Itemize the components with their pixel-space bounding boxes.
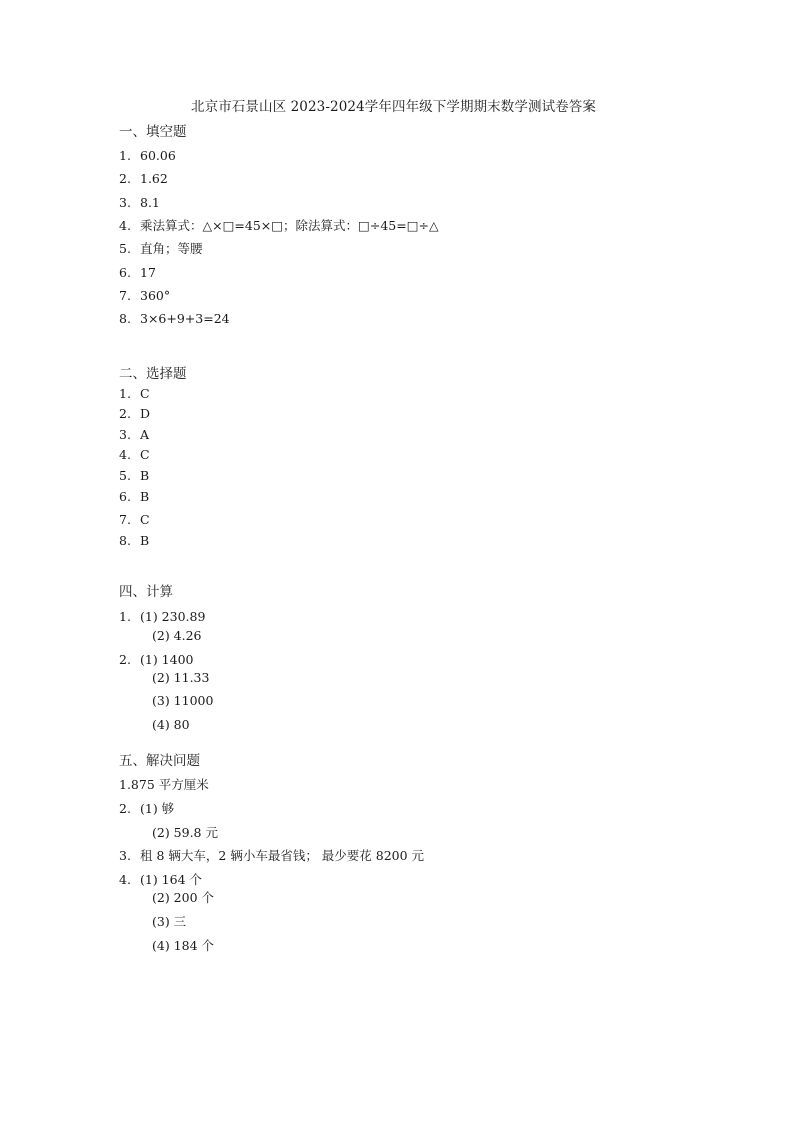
answer-line (119, 288, 170, 304)
answer-number: 6. (119, 265, 131, 280)
answer-number: 1. (119, 148, 131, 163)
answer-text: C (140, 386, 150, 401)
answer-subline: (2) 200 个 (152, 890, 215, 905)
answer-number: 4. (119, 447, 131, 462)
answer-text: 租 8 辆大车，2 辆小车最省钱； 最少要花 8200 元 (140, 848, 425, 863)
section-heading-multiple-choice: 二、选择题 (119, 366, 187, 382)
answer-number: 7. (119, 288, 131, 303)
answer-number: 7. (119, 512, 131, 527)
answer-text: (1) 1400 (140, 652, 194, 667)
answer-number: 1. (119, 609, 131, 624)
answer-text: (1) 230.89 (140, 609, 206, 624)
answer-line (119, 447, 150, 463)
answer-number: 1. (119, 386, 131, 401)
answer-text: (1) 164 个 (140, 872, 203, 887)
answer-line: 1.875 平方厘米 (119, 777, 209, 792)
answer-number: 8. (119, 533, 131, 548)
answer-line (119, 148, 176, 164)
answer-number: 3. (119, 848, 131, 863)
answer-line (119, 406, 150, 422)
answer-line (119, 609, 205, 625)
answer-text: C (140, 512, 150, 527)
answer-subline: (2) 4.26 (152, 628, 202, 643)
section-heading-calculation: 四、计算 (119, 584, 173, 600)
answer-text: A (140, 427, 150, 442)
answer-text: D (140, 406, 151, 421)
answer-number: 5. (119, 241, 131, 256)
answer-text: 1.62 (140, 171, 168, 186)
answer-line (119, 195, 160, 211)
answer-text: 60.06 (140, 148, 176, 163)
answer-number: 3. (119, 195, 131, 210)
answer-line (119, 468, 149, 484)
answer-subline: (2) 11.33 (152, 670, 210, 685)
answer-text: 直角；等腰 (140, 241, 203, 256)
answer-number: 4. (119, 872, 131, 887)
answer-line (119, 311, 230, 327)
answer-text: (1) 够 (140, 801, 175, 816)
answer-number: 8. (119, 311, 131, 326)
answer-text: B (140, 489, 150, 504)
answer-text: C (140, 447, 150, 462)
answer-line (119, 533, 149, 549)
answer-line (119, 241, 203, 257)
answer-line (119, 265, 156, 281)
answer-text: 3×6+9+3=24 (140, 311, 230, 326)
answer-number: 6. (119, 489, 131, 504)
section-heading-problem-solving: 五、解决问题 (119, 753, 200, 769)
answer-line (119, 218, 439, 234)
answer-number: 2. (119, 801, 131, 816)
answer-line (119, 872, 202, 888)
page-title: 北京市石景山区 2023-2024学年四年级下学期期末数学测试卷答案 (191, 99, 596, 115)
answer-line (119, 427, 149, 443)
answer-line (119, 171, 168, 187)
answer-text: B (140, 533, 150, 548)
answer-number: 5. (119, 468, 131, 483)
answer-line (119, 489, 149, 505)
answer-number: 3. (119, 427, 131, 442)
answer-number: 2. (119, 652, 131, 667)
answer-text: B (140, 468, 150, 483)
answer-line (119, 512, 150, 528)
answer-subline: (2) 59.8 元 (152, 825, 218, 840)
answer-line (119, 848, 424, 864)
answer-text: 17 (140, 265, 156, 280)
answer-text: 乘法算式：△×□=45×□；除法算式：□÷45=□÷△ (140, 218, 439, 233)
answer-number: 4. (119, 218, 131, 233)
answer-text: 360° (140, 288, 171, 303)
answer-number: 2. (119, 171, 131, 186)
answer-line (119, 386, 150, 402)
answer-line (119, 801, 174, 817)
answer-number: 2. (119, 406, 131, 421)
answer-text: 8.1 (140, 195, 160, 210)
answer-subline: (3) 11000 (152, 693, 214, 708)
answer-subline: (3) 三 (152, 914, 187, 929)
section-heading-fill-in: 一、填空题 (119, 124, 187, 140)
answer-line (119, 652, 194, 668)
answer-subline: (4) 184 个 (152, 938, 215, 953)
answer-subline: (4) 80 (152, 717, 190, 732)
